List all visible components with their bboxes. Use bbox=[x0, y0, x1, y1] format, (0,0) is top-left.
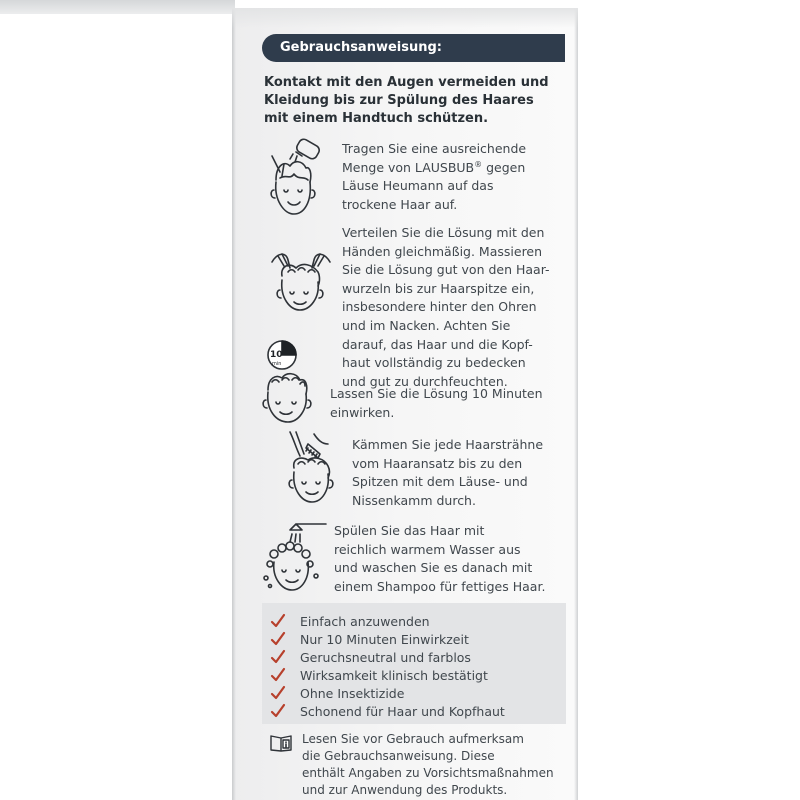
info-line: enthält Angaben zu Vorsichtsmaßnahmen bbox=[302, 766, 554, 780]
step-line: Spitzen mit dem Läuse- und bbox=[352, 474, 528, 490]
info-line: und zur Anwendung des Produkts. bbox=[302, 783, 508, 797]
info-line: die Gebrauchsanweisung. Diese bbox=[302, 749, 495, 763]
step-line: vom Haaransatz bis zu den bbox=[352, 455, 523, 471]
info-note bbox=[302, 731, 554, 799]
checkmark-icon bbox=[270, 667, 286, 683]
step-line: und gut zu durchfeuchten. bbox=[342, 373, 508, 389]
benefit-label: Wirksamkeit klinisch bestätigt bbox=[300, 668, 488, 683]
warning-line: mit einem Handtuch schützen. bbox=[264, 111, 489, 126]
step-line: wurzeln bis zur Haarspitze ein, bbox=[342, 280, 535, 296]
brand-name: Menge von LAUSBUB bbox=[342, 159, 475, 175]
instructions-header bbox=[262, 34, 565, 62]
step-line: Nissenkamm durch. bbox=[352, 492, 476, 508]
warning-line: Kontakt mit den Augen vermeiden und bbox=[264, 75, 549, 90]
benefit-label: Ohne Insektizide bbox=[300, 686, 405, 701]
step-line: Spülen Sie das Haar mit bbox=[334, 523, 485, 538]
step-line: Händen gleichmäßig. Massieren bbox=[342, 243, 543, 259]
step-line: darauf, das Haar und die Kopf- bbox=[342, 336, 533, 352]
checkmark-icon bbox=[270, 649, 286, 665]
checkmark-icon bbox=[270, 631, 286, 647]
checkmark-icon bbox=[270, 685, 286, 701]
panel-top-edge bbox=[232, 8, 578, 28]
benefits-box bbox=[262, 603, 566, 724]
step-5-text bbox=[334, 522, 545, 596]
panel-right-edge bbox=[574, 8, 578, 800]
timer-value: 10 bbox=[270, 350, 283, 360]
panel-left-edge bbox=[232, 8, 236, 800]
step-line: Läuse Heumann auf das bbox=[342, 178, 494, 194]
box-top-edge bbox=[0, 0, 235, 14]
step-3-text bbox=[330, 385, 543, 422]
step-line: einwirken. bbox=[330, 404, 395, 420]
step-line: Sie die Lösung gut von den Haar- bbox=[342, 262, 550, 278]
step-2-text bbox=[342, 224, 550, 391]
list-item bbox=[262, 613, 562, 631]
warning-text bbox=[264, 74, 564, 128]
benefit-label: Schonend für Haar und Kopfhaut bbox=[300, 704, 505, 719]
step-line: trockene Haar auf. bbox=[342, 196, 458, 212]
list-item bbox=[262, 631, 562, 649]
info-line: Lesen Sie vor Gebrauch aufmerksam bbox=[302, 732, 524, 746]
step-line: Lassen Sie die Lösung 10 Minuten bbox=[330, 386, 543, 401]
checkmark-icon bbox=[270, 703, 286, 719]
leaflet-info-icon bbox=[270, 734, 292, 756]
combing-hair-icon bbox=[284, 430, 344, 506]
instructions-title: Gebrauchsanweisung: bbox=[280, 40, 442, 55]
benefit-label: Geruchsneutral und farblos bbox=[300, 650, 471, 665]
checkmark-icon bbox=[270, 613, 286, 629]
massaging-scalp-icon bbox=[268, 246, 334, 316]
benefit-label: Einfach anzuwenden bbox=[300, 614, 430, 629]
warning-line: Kleidung bis zur Spülung des Haares bbox=[264, 93, 534, 108]
list-item bbox=[262, 649, 562, 667]
list-item bbox=[262, 667, 562, 685]
step-line: einem Shampoo für fettiges Haar. bbox=[334, 578, 546, 594]
step-line: haut vollständig zu bedecken bbox=[342, 355, 526, 371]
step-line-suffix: gegen bbox=[482, 159, 526, 175]
step-4-text bbox=[352, 436, 543, 510]
step-line: insbesondere hinter den Ohren bbox=[342, 299, 537, 315]
step-line: Verteilen Sie die Lösung mit den bbox=[342, 225, 545, 240]
registered-mark: ® bbox=[474, 159, 483, 169]
step-line: Tragen Sie eine ausreichende bbox=[342, 141, 527, 156]
step-line bbox=[342, 159, 526, 178]
step-line: und im Nacken. Achten Sie bbox=[342, 317, 511, 333]
timer-unit: min bbox=[272, 361, 282, 367]
benefit-label: Nur 10 Minuten Einwirkzeit bbox=[300, 632, 469, 647]
rinsing-hair-shower-icon bbox=[262, 520, 334, 596]
step-line: und waschen Sie es danach mit bbox=[334, 560, 533, 576]
list-item bbox=[262, 685, 562, 703]
step-line: reichlich warmem Wasser aus bbox=[334, 541, 521, 557]
step-1-text bbox=[342, 140, 526, 214]
list-item bbox=[262, 703, 562, 721]
timer-10-min-icon bbox=[262, 338, 322, 426]
applying-bottle-to-hair-icon bbox=[266, 136, 330, 228]
step-line: Kämmen Sie jede Haarsträhne bbox=[352, 437, 544, 452]
